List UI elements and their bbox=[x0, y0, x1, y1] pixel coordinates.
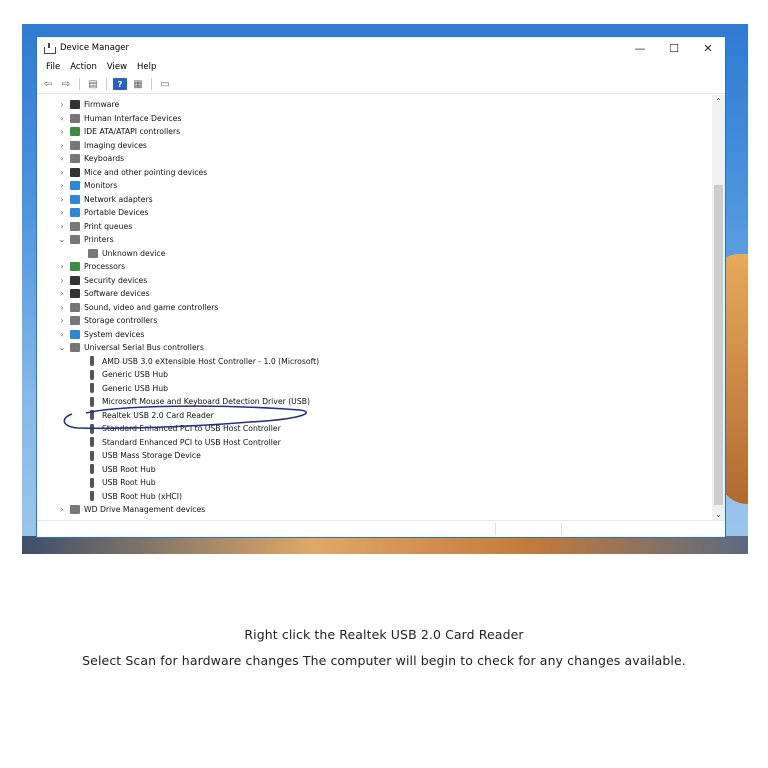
tree-item-label: Standard Enhanced PCI to USB Host Controller bbox=[102, 424, 281, 433]
title-bar bbox=[37, 37, 725, 59]
collapsed-chevron-icon[interactable]: › bbox=[60, 316, 64, 325]
close-button[interactable]: ✕ bbox=[703, 41, 713, 55]
device-category-icon bbox=[70, 343, 80, 352]
tree-item-label: Imaging devices bbox=[84, 140, 147, 150]
tree-item-label: Network adapters bbox=[84, 194, 153, 204]
back-arrow-icon[interactable]: ⇦ bbox=[43, 78, 53, 90]
collapsed-chevron-icon[interactable]: › bbox=[60, 100, 64, 109]
collapsed-chevron-icon[interactable]: › bbox=[60, 329, 64, 339]
instruction-line-2: Select Scan for hardware changes The computer will begin to check for any changes available. bbox=[82, 653, 686, 668]
collapsed-chevron-icon[interactable]: › bbox=[60, 302, 64, 312]
collapsed-chevron-icon[interactable]: › bbox=[60, 167, 64, 177]
tree-category[interactable] bbox=[57, 206, 148, 219]
tree-device[interactable] bbox=[75, 382, 168, 395]
collapsed-chevron-icon[interactable]: › bbox=[60, 275, 64, 285]
device-category-icon bbox=[70, 289, 80, 298]
tree-category[interactable] bbox=[57, 301, 218, 314]
device-category-icon bbox=[70, 262, 80, 271]
status-divider bbox=[495, 523, 496, 535]
usb-plug-icon bbox=[90, 437, 94, 447]
tree-item-label: Storage controllers bbox=[84, 316, 158, 325]
tree-category[interactable] bbox=[57, 193, 153, 206]
tree-device[interactable] bbox=[75, 422, 281, 435]
window-title: Device Manager bbox=[60, 43, 130, 53]
usb-plug-icon bbox=[90, 451, 94, 461]
menu-action[interactable]: Action bbox=[70, 62, 97, 72]
tree-category[interactable] bbox=[57, 152, 124, 165]
vertical-scrollbar[interactable] bbox=[712, 95, 725, 521]
device-category-icon bbox=[70, 222, 80, 231]
tree-category[interactable] bbox=[57, 166, 207, 179]
device-category-icon bbox=[70, 127, 80, 136]
tree-item-label: USB Root Hub bbox=[102, 478, 156, 487]
usb-plug-icon bbox=[90, 410, 94, 420]
tree-item-label: Security devices bbox=[84, 275, 148, 285]
scrollbar-thumb[interactable] bbox=[714, 185, 723, 505]
tree-device[interactable] bbox=[75, 355, 319, 368]
menu-file[interactable]: File bbox=[46, 62, 61, 72]
toolbar-separator bbox=[79, 78, 80, 90]
usb-plug-icon bbox=[90, 356, 94, 366]
tree-device[interactable] bbox=[75, 409, 214, 422]
usb-plug-icon bbox=[90, 491, 94, 501]
tree-item-label: Sound, video and game controllers bbox=[84, 302, 219, 312]
tree-item-label: Processors bbox=[84, 262, 126, 271]
scroll-up-icon[interactable]: ⌃ bbox=[715, 97, 722, 106]
tree-category[interactable] bbox=[57, 314, 157, 327]
tree-category[interactable] bbox=[57, 112, 181, 125]
tree-item-label: USB Root Hub (xHCI) bbox=[102, 491, 183, 501]
tree-item-label: Monitors bbox=[84, 181, 118, 190]
collapsed-chevron-icon[interactable]: › bbox=[60, 181, 64, 190]
tree-item-label: Software devices bbox=[84, 289, 150, 298]
collapsed-chevron-icon[interactable]: › bbox=[60, 505, 64, 514]
tree-item-label: Microsoft Mouse and Keyboard Detection Driver (USB) bbox=[102, 397, 310, 406]
tree-category[interactable] bbox=[57, 274, 147, 287]
collapsed-chevron-icon[interactable]: › bbox=[60, 127, 64, 136]
device-category-icon bbox=[88, 249, 98, 258]
minimize-button[interactable]: — bbox=[634, 41, 646, 55]
device-category-icon bbox=[70, 276, 80, 285]
status-bar bbox=[37, 520, 725, 537]
tree-item-label: Universal Serial Bus controllers bbox=[84, 343, 204, 352]
tree-device[interactable] bbox=[75, 463, 156, 476]
help-icon[interactable]: ? bbox=[113, 78, 127, 90]
tree-category[interactable] bbox=[57, 125, 180, 138]
tree-item-label: System devices bbox=[84, 329, 145, 339]
device-category-icon bbox=[70, 154, 80, 163]
device-category-icon bbox=[70, 330, 80, 339]
device-manager-window bbox=[36, 36, 726, 538]
collapsed-chevron-icon[interactable]: › bbox=[60, 262, 64, 271]
menu-view[interactable]: View bbox=[106, 62, 128, 72]
tree-device[interactable] bbox=[75, 476, 156, 489]
device-category-icon bbox=[70, 181, 80, 190]
device-category-icon bbox=[70, 208, 80, 217]
toolbar-separator bbox=[106, 78, 107, 90]
tree-item-label: Mice and other pointing devices bbox=[84, 167, 208, 177]
expanded-chevron-icon[interactable]: ⌄ bbox=[58, 235, 66, 244]
device-category-icon bbox=[70, 303, 80, 312]
collapsed-chevron-icon[interactable]: › bbox=[60, 221, 64, 231]
maximize-button[interactable]: ☐ bbox=[669, 41, 679, 55]
device-category-icon bbox=[70, 141, 80, 150]
device-category-icon bbox=[70, 100, 80, 109]
status-divider bbox=[561, 523, 562, 535]
tree-device[interactable] bbox=[75, 247, 165, 260]
device-category-icon bbox=[70, 195, 80, 204]
scroll-down-icon[interactable]: ⌄ bbox=[715, 510, 722, 519]
menu-help[interactable]: Help bbox=[137, 62, 157, 72]
desktop-shore bbox=[22, 536, 748, 554]
collapsed-chevron-icon[interactable]: › bbox=[60, 194, 64, 204]
instruction-line-1: Right click the Realtek USB 2.0 Card Reader bbox=[244, 627, 524, 642]
tree-item-label: Realtek USB 2.0 Card Reader bbox=[102, 410, 214, 420]
tree-item-label: Standard Enhanced PCI to USB Host Controller bbox=[102, 437, 281, 447]
tree-category[interactable] bbox=[57, 233, 114, 246]
tree-device[interactable] bbox=[75, 449, 201, 462]
collapsed-chevron-icon[interactable]: › bbox=[60, 289, 64, 298]
tree-category[interactable] bbox=[57, 287, 150, 300]
tree-item-label: Human Interface Devices bbox=[84, 113, 182, 123]
tree-item-label: Generic USB Hub bbox=[102, 383, 169, 393]
tree-item-label: WD Drive Management devices bbox=[84, 505, 206, 514]
device-tree bbox=[37, 95, 713, 521]
usb-plug-icon bbox=[90, 370, 94, 380]
tree-item-label: Printers bbox=[84, 235, 114, 244]
device-category-icon bbox=[70, 114, 80, 123]
tree-category[interactable] bbox=[57, 260, 125, 273]
usb-plug-icon bbox=[90, 478, 94, 488]
tree-category[interactable] bbox=[57, 503, 205, 516]
usb-plug-icon bbox=[90, 464, 94, 474]
expanded-chevron-icon[interactable]: ⌄ bbox=[58, 343, 66, 352]
tree-item-label: Keyboards bbox=[84, 154, 125, 163]
device-manager-icon bbox=[43, 42, 55, 54]
tree-category[interactable] bbox=[57, 328, 144, 341]
usb-plug-icon bbox=[90, 383, 94, 393]
tree-item-label: AMD USB 3.0 eXtensible Host Controller - 1.0 (Microsoft) bbox=[102, 356, 320, 366]
collapsed-chevron-icon[interactable]: › bbox=[60, 154, 64, 163]
tree-category[interactable] bbox=[57, 98, 119, 111]
device-category-icon bbox=[70, 505, 80, 514]
tree-item-label: Print queues bbox=[84, 221, 133, 231]
collapsed-chevron-icon[interactable]: › bbox=[60, 140, 64, 150]
tree-device[interactable] bbox=[75, 436, 281, 449]
usb-plug-icon bbox=[90, 397, 94, 407]
tree-device[interactable] bbox=[75, 395, 310, 408]
toolbar bbox=[37, 75, 725, 94]
toolbar-separator bbox=[151, 78, 152, 90]
show-hide-console-icon[interactable]: ▦ bbox=[133, 78, 143, 90]
usb-plug-icon bbox=[90, 424, 94, 434]
tree-item-label: Firmware bbox=[84, 100, 120, 109]
forward-arrow-icon[interactable]: ⇨ bbox=[61, 78, 71, 90]
menu-bar bbox=[37, 59, 725, 75]
scan-hardware-monitor-icon[interactable]: ▭ bbox=[160, 78, 170, 90]
tree-category[interactable] bbox=[57, 139, 147, 152]
collapsed-chevron-icon[interactable]: › bbox=[60, 113, 64, 123]
device-category-icon bbox=[70, 235, 80, 244]
tree-item-label: Generic USB Hub bbox=[102, 370, 169, 379]
device-category-icon bbox=[70, 168, 80, 177]
tree-item-label: USB Mass Storage Device bbox=[102, 451, 201, 460]
tree-item-label: USB Root Hub bbox=[102, 464, 156, 474]
tree-item-label: IDE ATA/ATAPI controllers bbox=[84, 127, 181, 136]
tree-item-label: Unknown device bbox=[102, 248, 166, 258]
properties-icon[interactable]: ▤ bbox=[88, 78, 98, 90]
tree-device[interactable] bbox=[75, 490, 182, 503]
tree-category[interactable] bbox=[57, 341, 204, 354]
device-category-icon bbox=[70, 316, 80, 325]
collapsed-chevron-icon[interactable]: › bbox=[60, 208, 64, 217]
tree-category[interactable] bbox=[57, 179, 117, 192]
tree-category[interactable] bbox=[57, 220, 132, 233]
tree-device[interactable] bbox=[75, 368, 168, 381]
tree-item-label: Portable Devices bbox=[84, 208, 149, 217]
